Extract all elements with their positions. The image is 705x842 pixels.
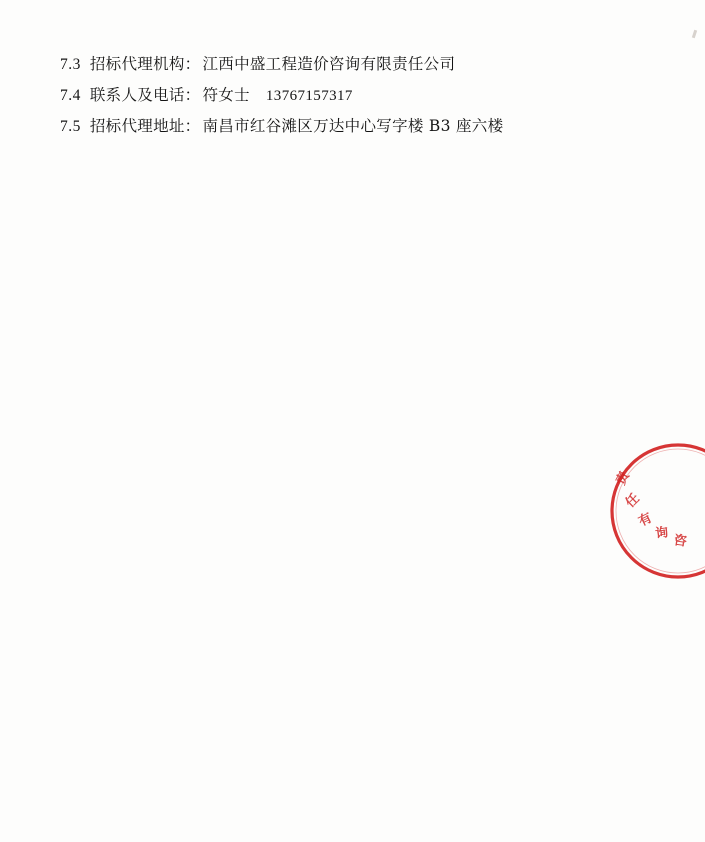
clause-label: 联系人及电话： <box>89 86 201 104</box>
clause-value: 江西中盛工程造价咨询有限责任公司 <box>202 55 456 73</box>
seal-char: 责 <box>613 469 633 488</box>
scan-speck <box>692 30 697 39</box>
seal-char: 任 <box>623 491 643 511</box>
document-body <box>0 52 705 145</box>
seal-characters <box>611 460 703 560</box>
clause-number: 7.5 <box>60 118 81 135</box>
document-line <box>0 83 705 105</box>
clause-value: 符女士 <box>202 86 250 104</box>
clause-label: 招标代理地址： <box>89 117 201 135</box>
clause-value: 南昌市红谷滩区万达中心写字楼 B3 座六楼 <box>202 117 504 135</box>
clause-phone: 13767157317 <box>265 88 353 104</box>
seal-char: 询 <box>654 525 670 542</box>
clause-number: 7.3 <box>60 56 81 73</box>
seal-char: 咨 <box>672 533 688 550</box>
document-line <box>0 52 705 74</box>
clause-number: 7.4 <box>60 87 81 104</box>
seal-char: 有 <box>636 510 655 530</box>
clause-label: 招标代理机构： <box>89 55 201 73</box>
company-seal-stamp <box>603 436 705 586</box>
document-line <box>0 114 705 136</box>
